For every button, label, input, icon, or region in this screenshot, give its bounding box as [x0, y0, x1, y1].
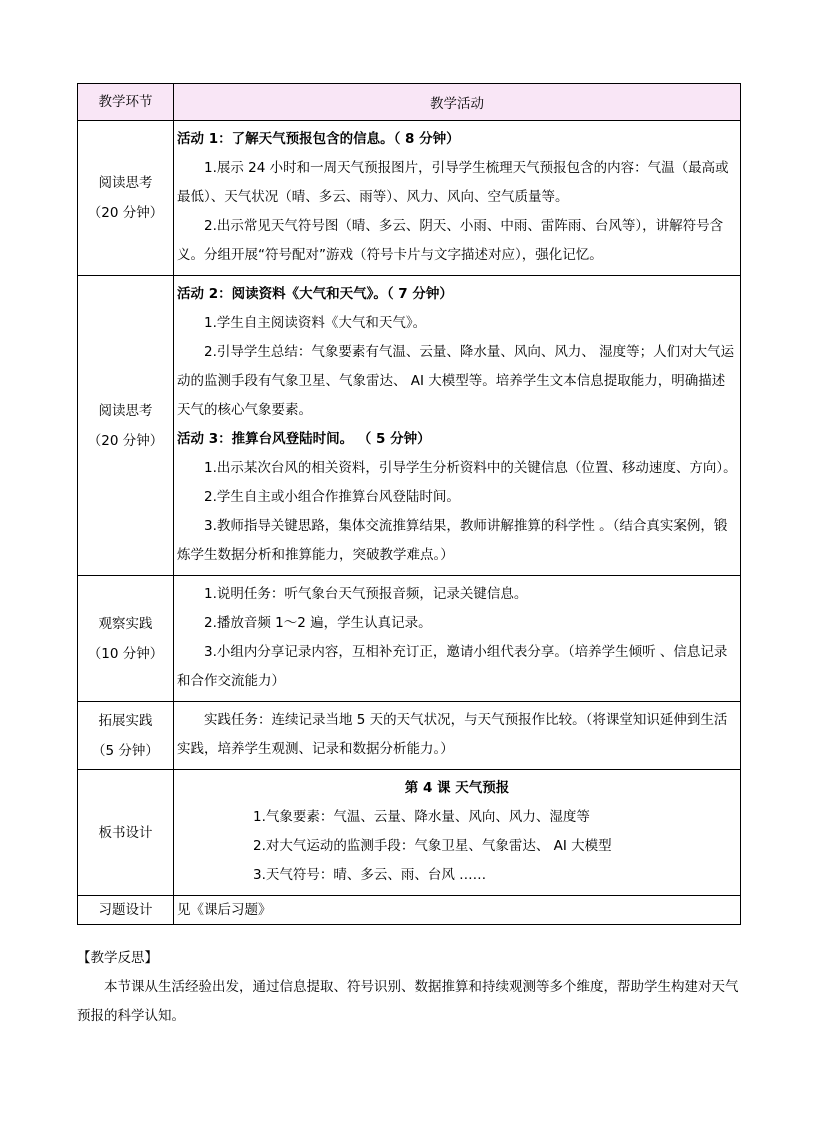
- activity-paragraph: 2.引导学生总结：气象要素有气温、云量、降水量、风向、风力、 湿度等；人们对大气运动的监测手段有气象卫星、气象雷达、 AI 大模型等。培养学生文本信息提取能力，明确描述天气的核心气象要素。: [177, 344, 735, 418]
- stage-duration: （5 分钟）: [92, 742, 159, 759]
- stage-name: 习题设计: [98, 902, 153, 918]
- stage-cell: [78, 276, 174, 576]
- stage-name: 板书设计: [98, 824, 153, 841]
- activity-heading: 活动 2：阅读资料《大气和天气》。（ 7 分钟）: [177, 286, 453, 302]
- table-row: [78, 702, 741, 770]
- activity-heading: 活动 1：了解天气预报包含的信息。（ 8 分钟）: [177, 131, 460, 147]
- activity-paragraph: 3.教师指导关键思路，集体交流推算结果，教师讲解推算的科学性 。（结合真实案例，锻炼学生数据分析和推算能力，突破教学难点。）: [177, 518, 728, 563]
- board-title: 第 4 课 天气预报: [404, 780, 510, 796]
- table-header-row: [78, 84, 741, 121]
- stage-duration: （20 分钟）: [87, 205, 164, 221]
- activity-cell: [174, 702, 741, 770]
- stage-cell: [78, 702, 174, 770]
- reflection-body: 本节课从生活经验出发，通过信息提取、符号识别、数据推算和持续观测等多个维度，帮助学生构建对天气预报的科学认知。: [77, 979, 739, 1024]
- activity-paragraph: 1.学生自主阅读资料《大气和天气》。: [204, 315, 427, 331]
- activity-paragraph: 1.说明任务：听气象台天气预报音频，记录关键信息。: [204, 586, 528, 602]
- exercise-content: 见《课后习题》: [177, 902, 272, 918]
- stage-name: 阅读思考: [98, 175, 153, 191]
- activity-paragraph: 2.播放音频 1～2 遍，学生认真记录。: [204, 615, 432, 631]
- table-row: [78, 276, 741, 576]
- stage-name: 观察实践: [98, 615, 153, 632]
- activity-cell: [174, 121, 741, 276]
- table-row: [78, 770, 741, 896]
- board-line: 1.气象要素：气温、云量、降水量、风向、风力、湿度等: [253, 809, 590, 825]
- table-row: [78, 121, 741, 276]
- header-stage: 教学环节: [78, 84, 174, 121]
- table-row: [78, 896, 741, 925]
- reflection-title: 【教学反思】: [77, 950, 158, 966]
- board-design-cell: [174, 770, 741, 896]
- stage-cell: [78, 896, 174, 925]
- activity-paragraph: 1.出示某次台风的相关资料，引导学生分析资料中的关键信息（位置、移动速度、方向）。: [204, 460, 737, 476]
- header-activity: 教学活动: [174, 84, 741, 121]
- board-line: 3.天气符号：晴、多云、雨、台风 ……: [253, 867, 487, 883]
- stage-name: 拓展实践: [98, 712, 153, 729]
- table-row: [78, 576, 741, 702]
- stage-cell: [78, 576, 174, 702]
- teaching-reflection: [77, 944, 741, 1031]
- activity-paragraph: 实践任务：连续记录当地 5 天的天气状况，与天气预报作比较。（将课堂知识延伸到生活实践，培养学生观测、记录和数据分析能力。）: [177, 712, 728, 757]
- activity-heading: 活动 3：推算台风登陆时间。 （ 5 分钟）: [177, 431, 431, 447]
- activity-paragraph: 2.学生自主或小组合作推算台风登陆时间。: [204, 489, 460, 505]
- activity-paragraph: 3.小组内分享记录内容，互相补充订正，邀请小组代表分享。（培养学生倾听 、信息记录和合作交流能力）: [177, 644, 728, 689]
- exercise-cell: [174, 896, 741, 925]
- stage-name: 阅读思考: [98, 402, 153, 419]
- activity-paragraph: 1.展示 24 小时和一周天气预报图片，引导学生梳理天气预报包含的内容：气温（最高或最低）、天气状况（晴、多云、雨等）、风力、风向、空气质量等。: [177, 160, 729, 205]
- stage-cell: [78, 121, 174, 276]
- activity-cell: [174, 276, 741, 576]
- activity-paragraph: 2.出示常见天气符号图（晴、多云、阴天、小雨、中雨、雷阵雨、台风等），讲解符号含义。分组开展“符号配对”游戏（符号卡片与文字描述对应），强化记忆。: [177, 218, 724, 263]
- board-line: 2.对大气运动的监测手段：气象卫星、气象雷达、 AI 大模型: [253, 838, 612, 854]
- stage-duration: （20 分钟）: [87, 432, 164, 449]
- stage-cell: [78, 770, 174, 896]
- stage-duration: （10 分钟）: [87, 645, 164, 662]
- activity-cell: [174, 576, 741, 702]
- lesson-plan-table: [77, 83, 741, 925]
